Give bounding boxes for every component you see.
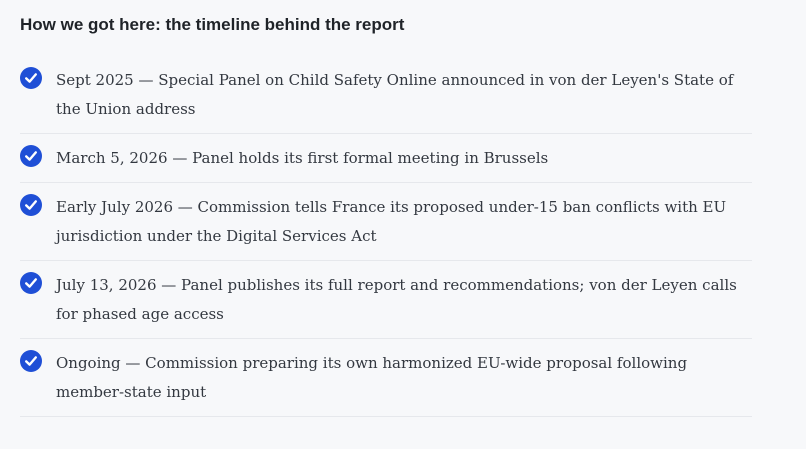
timeline-item-text: July 13, 2026 — Panel publishes its full report and recommendations; von der Leyen calls for phased age access xyxy=(56,276,737,323)
check-circle-icon xyxy=(20,194,42,216)
timeline-heading: How we got here: the timeline behind the report xyxy=(20,15,405,34)
timeline-item xyxy=(20,66,752,134)
timeline-item xyxy=(20,193,752,261)
check-circle-icon xyxy=(20,145,42,167)
check-circle-icon xyxy=(20,67,42,89)
timeline-item-text: Ongoing — Commission preparing its own harmonized EU-wide proposal following member-state input xyxy=(56,354,688,401)
timeline-item xyxy=(20,144,752,183)
timeline-item xyxy=(20,271,752,339)
check-circle-icon xyxy=(20,272,42,294)
timeline-item xyxy=(20,349,752,417)
timeline-item-text: March 5, 2026 — Panel holds its first formal meeting in Brussels xyxy=(56,149,549,167)
timeline-section xyxy=(20,0,752,427)
timeline-list xyxy=(20,66,752,417)
timeline-item-text: Sept 2025 — Special Panel on Child Safety Online announced in von der Leyen's State of the Union address xyxy=(56,71,734,118)
timeline-item-text: Early July 2026 — Commission tells France its proposed under-15 ban conflicts with EU jurisdiction under the Digital Services Act xyxy=(56,198,727,245)
check-circle-icon xyxy=(20,350,42,372)
